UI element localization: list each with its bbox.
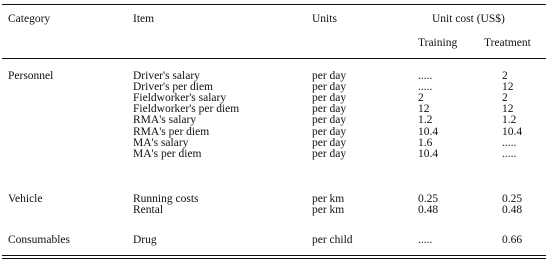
row-treatment-cost: 1.2 <box>502 114 517 127</box>
row-units: per day <box>312 114 347 127</box>
bottom-rule-2 <box>2 258 546 259</box>
row-training-cost: 0.25 <box>418 193 439 205</box>
row-training-cost: ..... <box>418 234 433 246</box>
row-units: per day <box>312 136 347 149</box>
row-treatment-cost: 2 <box>502 92 508 105</box>
category-label: Consumables <box>8 234 70 246</box>
row-units: per day <box>312 92 347 105</box>
row-units: per day <box>312 70 347 82</box>
row-training-cost: 0.48 <box>418 204 439 217</box>
row-units: per day <box>312 147 347 160</box>
row-item: Running costs <box>133 193 199 205</box>
row-units: per day <box>312 125 347 138</box>
row-treatment-cost: 2 <box>502 70 508 82</box>
row-item: Drug <box>133 234 157 246</box>
row-treatment-cost: 0.48 <box>502 204 523 217</box>
row-units: per day <box>312 103 347 116</box>
row-item: MA's per diem <box>133 147 202 160</box>
row-training-cost: ..... <box>418 70 433 82</box>
row-treatment-cost: 0.25 <box>502 193 523 205</box>
top-rule <box>2 4 546 5</box>
header-item: Item <box>133 13 155 25</box>
category-label: Personnel <box>8 70 54 82</box>
bottom-rule-1 <box>2 255 546 256</box>
row-units: per child <box>312 234 353 246</box>
row-treatment-cost: 12 <box>502 81 514 94</box>
row-treatment-cost: ..... <box>502 136 517 149</box>
row-item: RMA's salary <box>133 114 197 127</box>
row-training-cost: 10.4 <box>418 147 439 160</box>
row-item: Fieldworker's salary <box>133 92 227 105</box>
header-units: Units <box>312 13 337 25</box>
row-training-cost: 2 <box>418 92 424 105</box>
category-label: Vehicle <box>8 193 43 205</box>
row-training-cost: 10.4 <box>418 125 439 138</box>
header-treatment: Treatment <box>484 37 531 49</box>
row-training-cost: 1.2 <box>418 114 433 127</box>
row-treatment-cost: 10.4 <box>502 125 523 138</box>
header-training: Training <box>418 37 458 49</box>
row-item: Fieldworker's per diem <box>133 103 240 116</box>
header-category: Category <box>8 13 51 25</box>
row-item: Rental <box>133 204 164 217</box>
row-treatment-cost: 12 <box>502 103 514 116</box>
header-rule <box>2 58 546 59</box>
row-units: per km <box>312 204 345 217</box>
row-treatment-cost: 0.66 <box>502 234 523 246</box>
row-units: per km <box>312 193 345 205</box>
row-item: Driver's salary <box>133 70 200 82</box>
row-treatment-cost: ..... <box>502 147 517 160</box>
row-item: RMA's per diem <box>133 125 210 138</box>
row-training-cost: ..... <box>418 81 433 94</box>
row-item: MA's salary <box>133 136 189 149</box>
row-units: per day <box>312 81 347 94</box>
header-unit-cost: Unit cost (US$) <box>432 13 505 25</box>
row-training-cost: 1.6 <box>418 136 433 149</box>
row-training-cost: 12 <box>418 103 430 116</box>
row-item: Driver's per diem <box>133 81 213 94</box>
